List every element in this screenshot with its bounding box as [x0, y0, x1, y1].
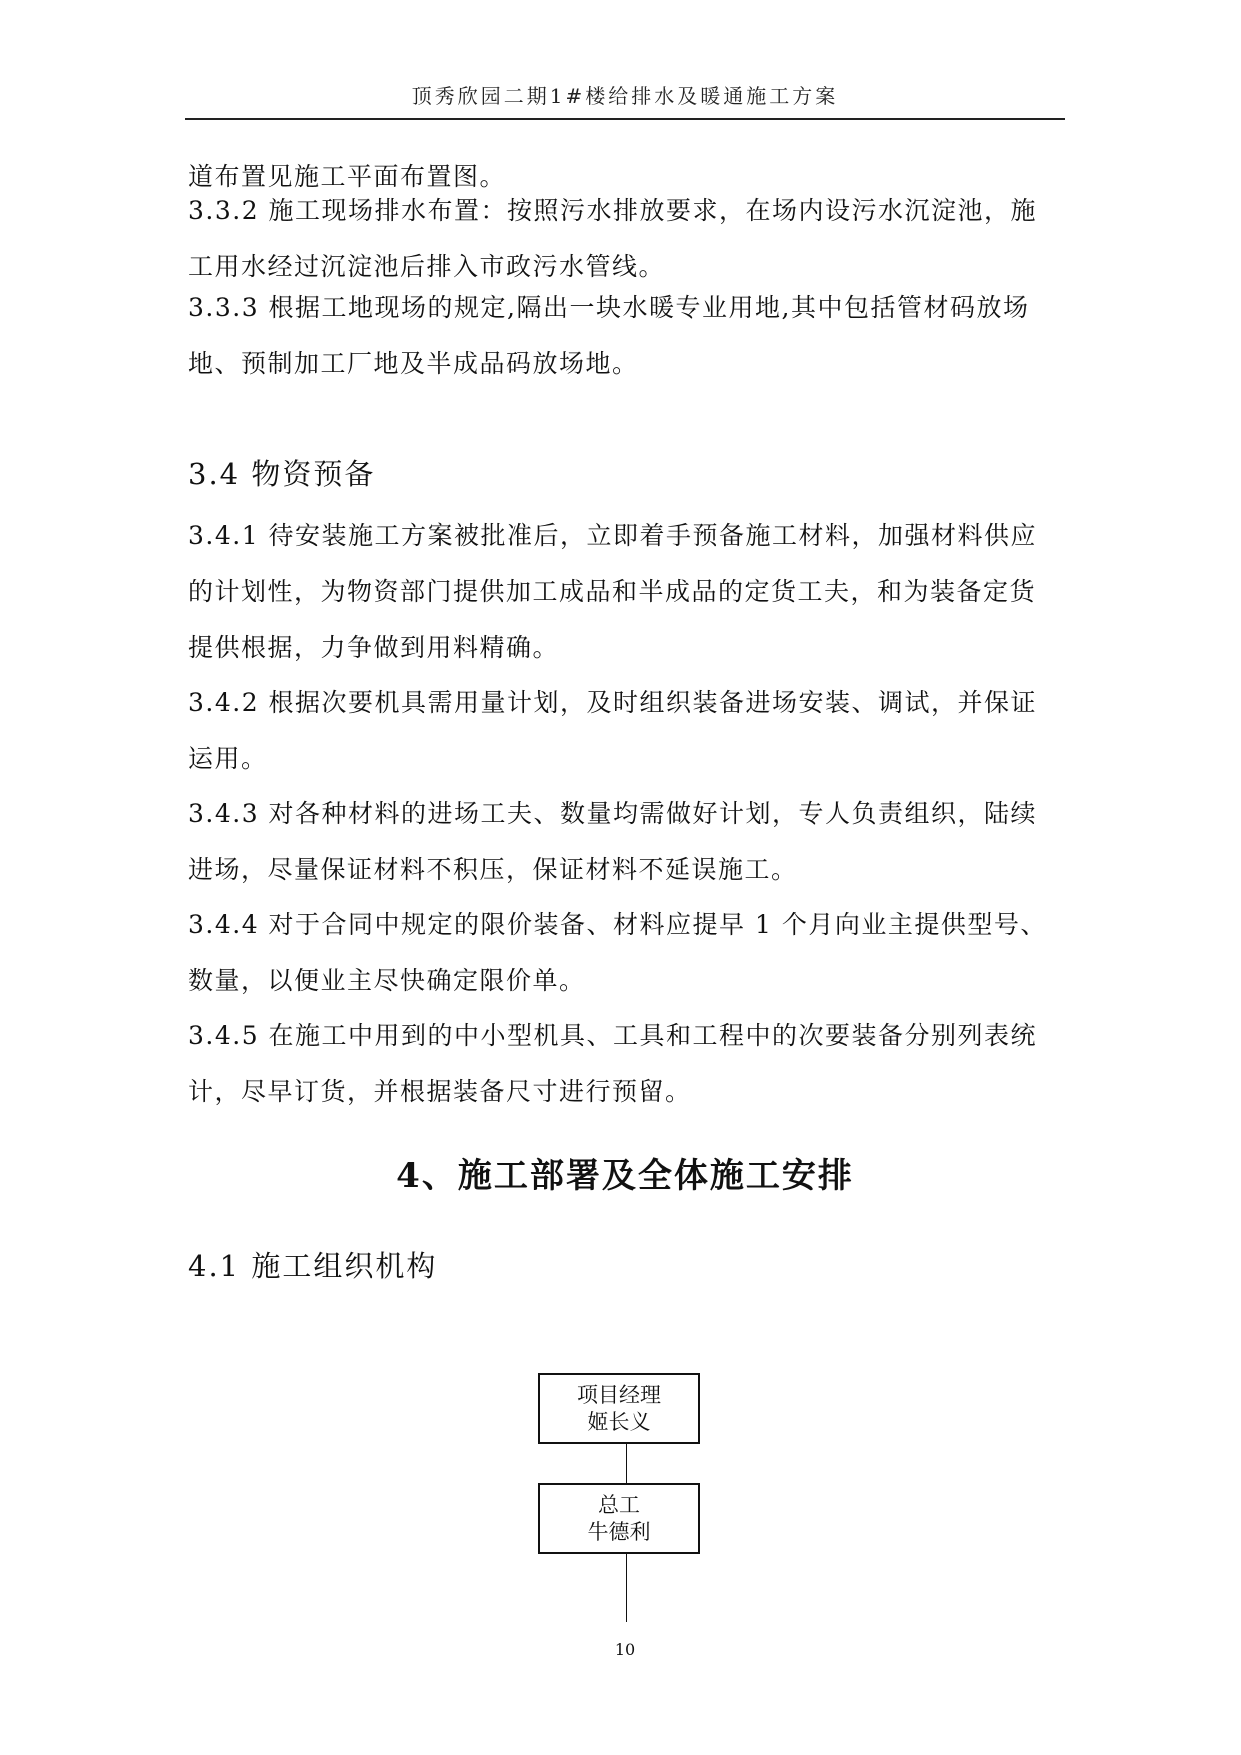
- paragraph-line: 工用水经过沉淀池后排入市政污水管线。: [188, 252, 666, 281]
- org-connector: [626, 1554, 627, 1622]
- paragraph-line: 道布置见施工平面布置图。: [188, 162, 507, 191]
- org-node-role: 总工: [598, 1493, 640, 1517]
- org-connector: [626, 1444, 627, 1483]
- paragraph-line: 3.3.2 施工现场排水布置：按照污水排放要求，在场内设污水沉淀池，施: [188, 196, 1038, 225]
- paragraph-line: 地、预制加工厂地及半成品码放场地。: [188, 349, 639, 378]
- page-number: 10: [614, 1640, 636, 1659]
- paragraph-line: 3.4.2 根据次要机具需用量计划，及时组织装备进场安装、调试，并保证: [188, 688, 1038, 717]
- paragraph-line: 3.4.3 对各种材料的进场工夫、数量均需做好计划，专人负责组织，陆续: [188, 799, 1038, 828]
- paragraph-line: 3.4.1 待安装施工方案被批准后，立即着手预备施工材料，加强材料供应: [188, 521, 1038, 550]
- paragraph-line: 提供根据，力争做到用料精确。: [188, 633, 560, 662]
- org-node-name: 牛德利: [587, 1520, 651, 1544]
- paragraph-3-3-3: [188, 280, 1068, 392]
- paragraph-line: 3.4.4 对于合同中规定的限价装备、材料应提早 1 个月向业主提供型号、: [188, 910, 1047, 939]
- paragraph-line: 数量，以便业主尽快确定限价单。: [188, 966, 586, 995]
- chapter-title: 4、施工部署及全体施工安排: [396, 1156, 854, 1196]
- section-heading-3-4: 3.4 物资预备: [188, 457, 376, 491]
- paragraph-3-4-3: [188, 786, 1068, 898]
- paragraph-3-3-2: [188, 183, 1068, 295]
- org-node-project-manager: [538, 1373, 700, 1444]
- paragraph-line: 的计划性，为物资部门提供加工成品和半成品的定货工夫，和为装备定货: [188, 577, 1037, 606]
- page-header-title: 顶秀欣园二期1#楼给排水及暖通施工方案: [411, 84, 839, 108]
- paragraph-3-4-4: [188, 897, 1068, 1009]
- header-divider: [185, 118, 1065, 120]
- org-node-role: 项目经理: [577, 1383, 661, 1407]
- paragraph-3-4-5: [188, 1008, 1068, 1120]
- paragraph-3-4-1: [188, 508, 1068, 676]
- org-node-name: 姬长义: [587, 1410, 651, 1434]
- section-heading-4-1: 4.1 施工组织机构: [188, 1249, 438, 1283]
- paragraph-line: 3.4.5 在施工中用到的中小型机具、工具和工程中的次要装备分别列表统: [188, 1021, 1038, 1050]
- paragraph-line: 运用。: [188, 744, 268, 773]
- org-node-chief-engineer: [538, 1483, 700, 1554]
- paragraph-line: 3.3.3 根据工地现场的规定,隔出一块水暖专业用地,其中包括管材码放场: [188, 293, 1030, 322]
- paragraph-line: 进场，尽量保证材料不积压，保证材料不延误施工。: [188, 855, 798, 884]
- paragraph-3-4-2: [188, 675, 1068, 787]
- paragraph-line: 计，尽早订货，并根据装备尺寸进行预留。: [188, 1077, 692, 1106]
